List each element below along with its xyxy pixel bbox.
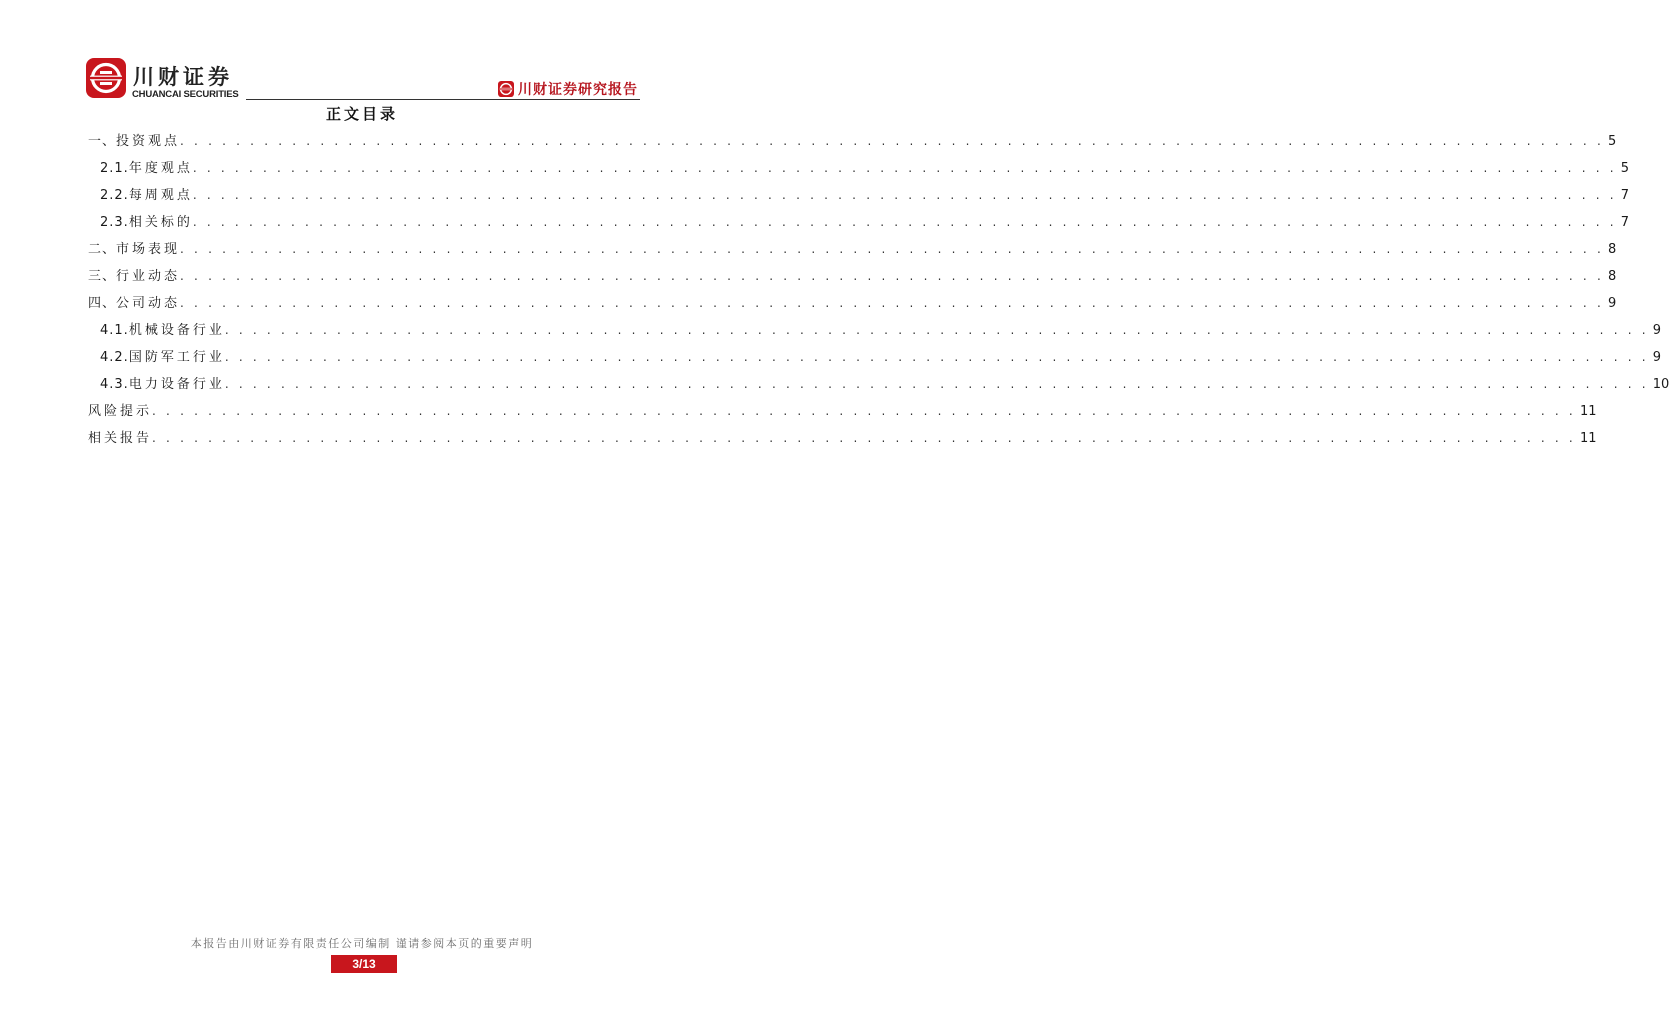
toc-entry[interactable] <box>88 290 1617 317</box>
toc-entry-title: 市场表现 <box>116 242 181 257</box>
report-label-group <box>498 79 638 99</box>
toc-entry-number: 四、 <box>88 296 117 311</box>
toc-entry-page: 9 <box>1652 350 1662 365</box>
toc-entry-title: 公司动态 <box>116 296 181 311</box>
toc-entry-page: 5 <box>1620 161 1630 176</box>
toc-entry-page: 5 <box>1607 134 1617 149</box>
toc-entry[interactable] <box>88 371 1669 398</box>
toc-entry-number: 2.1. <box>100 161 129 176</box>
toc-leader-dots: . . . . . . . . . . . . . . . . . . . . . . . . . . . . . . . . . . . . . . . . . . . . . . . . . . . . . . . . . . . . . . . . . . . . . . . . . . . . . . . . . . . . . . . . . . . . . . . . . . . . . . <box>152 431 1576 445</box>
toc-entry-title: 行业动态 <box>116 269 181 284</box>
toc-entry-title: 电力设备行业 <box>128 377 225 392</box>
toc-leader-dots: . . . . . . . . . . . . . . . . . . . . . . . . . . . . . . . . . . . . . . . . . . . . . . . . . . . . . . . . . . . . . . . . . . . . . . . . . . . . . . . . . . . . . . . . . . . . . . . . . . . . . . <box>180 269 1604 283</box>
toc-entry[interactable] <box>88 182 1630 209</box>
toc-leader-dots: . . . . . . . . . . . . . . . . . . . . . . . . . . . . . . . . . . . . . . . . . . . . . . . . . . . . . . . . . . . . . . . . . . . . . . . . . . . . . . . . . . . . . . . . . . . . . . . . . . . . . . <box>152 404 1576 418</box>
toc-entry[interactable] <box>88 263 1617 290</box>
toc-leader-dots: . . . . . . . . . . . . . . . . . . . . . . . . . . . . . . . . . . . . . . . . . . . . . . . . . . . . . . . . . . . . . . . . . . . . . . . . . . . . . . . . . . . . . . . . . . . . . . . . . . . . . . <box>180 296 1604 310</box>
toc-title: 正文目录 <box>325 105 398 123</box>
toc-leader-dots: . . . . . . . . . . . . . . . . . . . . . . . . . . . . . . . . . . . . . . . . . . . . . . . . . . . . . . . . . . . . . . . . . . . . . . . . . . . . . . . . . . . . . . . . . . . . . . . . . . . . . . <box>224 350 1649 364</box>
toc-entry-number: 4.1. <box>100 323 129 338</box>
toc-entry-page: 7 <box>1620 188 1630 203</box>
toc-entry[interactable] <box>88 344 1662 371</box>
toc-entry[interactable] <box>88 236 1617 263</box>
header-divider <box>246 99 640 100</box>
toc-entry-title: 每周观点 <box>128 188 193 203</box>
chuancai-logo-icon <box>86 58 126 98</box>
toc-leader-dots: . . . . . . . . . . . . . . . . . . . . . . . . . . . . . . . . . . . . . . . . . . . . . . . . . . . . . . . . . . . . . . . . . . . . . . . . . . . . . . . . . . . . . . . . . . . . . . . . . . . . . . <box>180 242 1604 256</box>
toc-leader-dots: . . . . . . . . . . . . . . . . . . . . . . . . . . . . . . . . . . . . . . . . . . . . . . . . . . . . . . . . . . . . . . . . . . . . . . . . . . . . . . . . . . . . . . . . . . . . . . . . . . . . . . <box>192 161 1617 175</box>
toc-entry-page: 10 <box>1652 377 1669 392</box>
toc-entry-title: 国防军工行业 <box>128 350 225 365</box>
toc-entry-title: 风险提示 <box>88 404 153 419</box>
toc-entry-title: 机械设备行业 <box>128 323 225 338</box>
brand-name-cn: 川财证券 <box>133 65 233 89</box>
toc-entry-page: 11 <box>1579 431 1597 446</box>
report-type-label: 川财证券研究报告 <box>518 82 638 98</box>
toc-leader-dots: . . . . . . . . . . . . . . . . . . . . . . . . . . . . . . . . . . . . . . . . . . . . . . . . . . . . . . . . . . . . . . . . . . . . . . . . . . . . . . . . . . . . . . . . . . . . . . . . . . . . . . <box>192 215 1617 229</box>
toc-entry[interactable] <box>88 398 1597 425</box>
toc-entry-number: 2.3. <box>100 215 129 230</box>
toc-entry[interactable] <box>88 425 1597 452</box>
toc-entry-title: 相关标的 <box>128 215 193 230</box>
toc-entry-number: 4.3. <box>100 377 129 392</box>
page-number-badge: 3/13 <box>331 955 397 973</box>
chuancai-mini-logo-icon <box>498 81 514 97</box>
toc-entry-number: 2.2. <box>100 188 129 203</box>
table-of-contents <box>88 128 1669 452</box>
footer-disclaimer: 本报告由川财证券有限责任公司编制 谨请参阅本页的重要声明 <box>190 937 534 950</box>
toc-leader-dots: . . . . . . . . . . . . . . . . . . . . . . . . . . . . . . . . . . . . . . . . . . . . . . . . . . . . . . . . . . . . . . . . . . . . . . . . . . . . . . . . . . . . . . . . . . . . . . . . . . . . . . <box>192 188 1617 202</box>
toc-entry-number: 三、 <box>88 269 117 284</box>
toc-entry[interactable] <box>88 317 1662 344</box>
toc-entry[interactable] <box>88 128 1617 155</box>
toc-entry-page: 9 <box>1652 323 1662 338</box>
toc-entry-number: 4.2. <box>100 350 129 365</box>
toc-entry-page: 7 <box>1620 215 1630 230</box>
toc-leader-dots: . . . . . . . . . . . . . . . . . . . . . . . . . . . . . . . . . . . . . . . . . . . . . . . . . . . . . . . . . . . . . . . . . . . . . . . . . . . . . . . . . . . . . . . . . . . . . . . . . . . . . . <box>180 134 1604 148</box>
toc-entry-title: 年度观点 <box>128 161 193 176</box>
toc-entry-page: 9 <box>1607 296 1617 311</box>
toc-entry-number: 一、 <box>88 134 117 149</box>
toc-leader-dots: . . . . . . . . . . . . . . . . . . . . . . . . . . . . . . . . . . . . . . . . . . . . . . . . . . . . . . . . . . . . . . . . . . . . . . . . . . . . . . . . . . . . . . . . . . . . . . . . . . . . . . <box>224 323 1649 337</box>
toc-entry-title: 相关报告 <box>88 431 153 446</box>
toc-entry-page: 11 <box>1579 404 1597 419</box>
toc-entry-page: 8 <box>1607 269 1617 284</box>
toc-entry[interactable] <box>88 209 1630 236</box>
toc-leader-dots: . . . . . . . . . . . . . . . . . . . . . . . . . . . . . . . . . . . . . . . . . . . . . . . . . . . . . . . . . . . . . . . . . . . . . . . . . . . . . . . . . . . . . . . . . . . . . . . . . . . . . . <box>224 377 1649 391</box>
toc-entry-page: 8 <box>1607 242 1617 257</box>
toc-entry-title: 投资观点 <box>116 134 181 149</box>
toc-entry-number: 二、 <box>88 242 117 257</box>
toc-entry[interactable] <box>88 155 1630 182</box>
brand-name-en: CHUANCAI SECURITIES <box>132 89 239 100</box>
